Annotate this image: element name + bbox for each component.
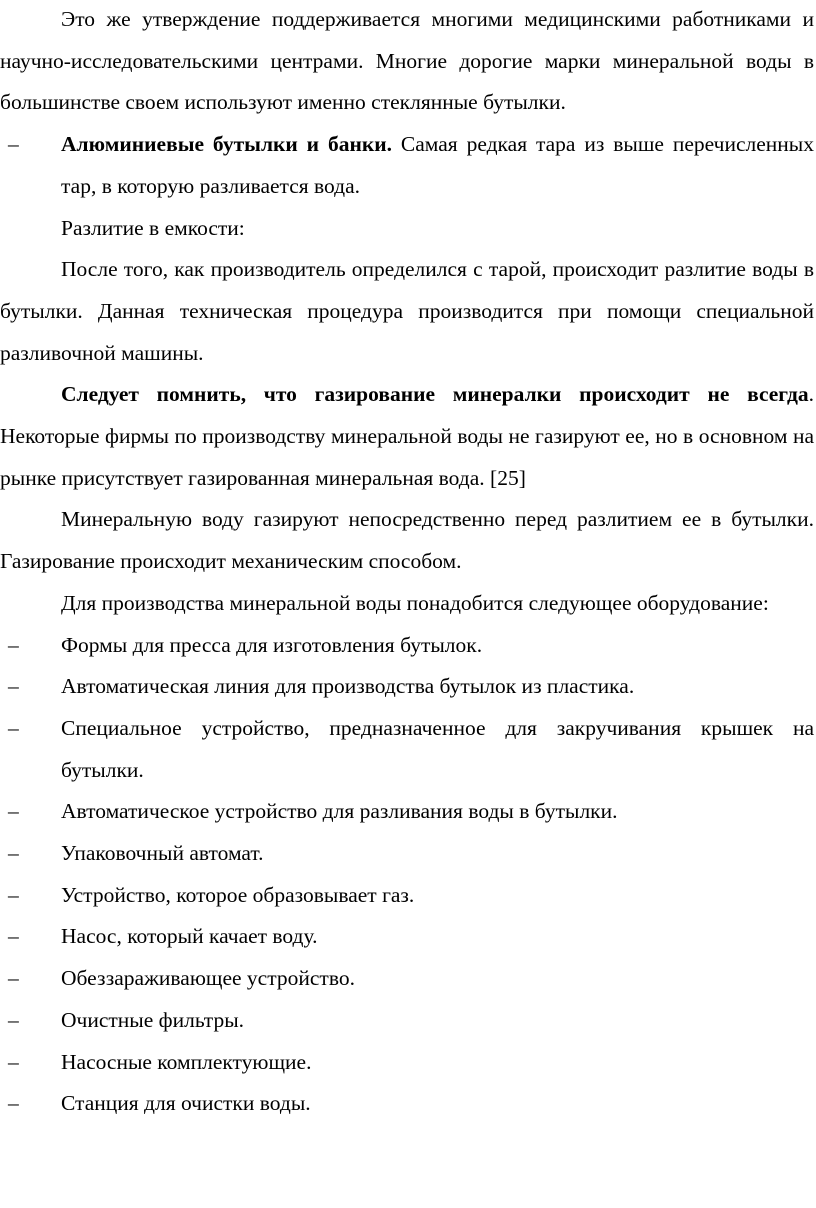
paragraph-bottling: После того, как производитель определился с тарой, происходит разлитие воды в бутылки. Данная техническая процедура производится при помощи специальной разливочной машины. — [0, 257, 814, 365]
list-item: – Насос, который качает воду. — [0, 916, 814, 958]
dash-marker: – — [8, 882, 19, 907]
list-item: – Станция для очистки воды. — [0, 1083, 814, 1125]
list-item: – Насосные комплектующие. — [0, 1042, 814, 1084]
dash-marker: – — [8, 799, 19, 824]
paragraph-carbonation-note — [0, 374, 814, 499]
carbonation-text: . Некоторые фирмы по производству минеральной воды не газируют ее, но в основном на рынке присутствует газированная минеральная вода. [25] — [0, 382, 814, 490]
list-item: – Формы для пресса для изготовления бутылок. — [0, 625, 814, 667]
dash-marker: – — [8, 1007, 19, 1032]
list-item: – Специальное устройство, предназначенное для закручивания крышек на бутылки. — [0, 708, 814, 791]
list-item: – Автоматическое устройство для разливания воды в бутылки. — [0, 791, 814, 833]
aluminium-text: Самая редкая тара из выше перечисленных тар, в которую разливается вода. — [61, 132, 814, 198]
list-item: – Автоматическая линия для производства бутылок из пластика. — [0, 666, 814, 708]
dash-marker: – — [8, 674, 19, 699]
dash-marker: – — [8, 924, 19, 949]
bullet-aluminium — [0, 124, 814, 207]
dash-marker: – — [8, 132, 19, 157]
dash-marker: – — [8, 1049, 19, 1074]
dash-marker: – — [8, 841, 19, 866]
dash-marker: – — [8, 632, 19, 657]
paragraph-equipment-intro: Для производства минеральной воды понадобится следующее оборудование: — [61, 590, 769, 615]
aluminium-heading: Алюминиевые бутылки и банки. — [61, 132, 393, 157]
dash-marker: – — [8, 966, 19, 991]
paragraph-carbonation-method: Минеральную воду газируют непосредственно перед разлитием ее в бутылки. Газирование происходит механическим способом. — [0, 507, 814, 574]
list-item: – Обеззараживающее устройство. — [0, 958, 814, 1000]
list-item: – Устройство, которое образовывает газ. — [0, 875, 814, 917]
dash-marker: – — [8, 715, 19, 740]
list-item: – Упаковочный автомат. — [0, 833, 814, 875]
list-item: – Очистные фильтры. — [0, 1000, 814, 1042]
paragraph-bottling-heading: Разлитие в емкости: — [61, 215, 245, 240]
equipment-list — [0, 625, 814, 1125]
carbonation-bold: Следует помнить, что газирование минералки происходит не всегда — [61, 382, 809, 407]
dash-marker: – — [8, 1091, 19, 1116]
paragraph-glass-bottles: Это же утверждение поддерживается многими медицинскими работниками и научно-исследовательскими центрами. Многие дорогие марки минеральной воды в большинстве своем используют именно стеклянные бутылки. — [0, 7, 814, 115]
